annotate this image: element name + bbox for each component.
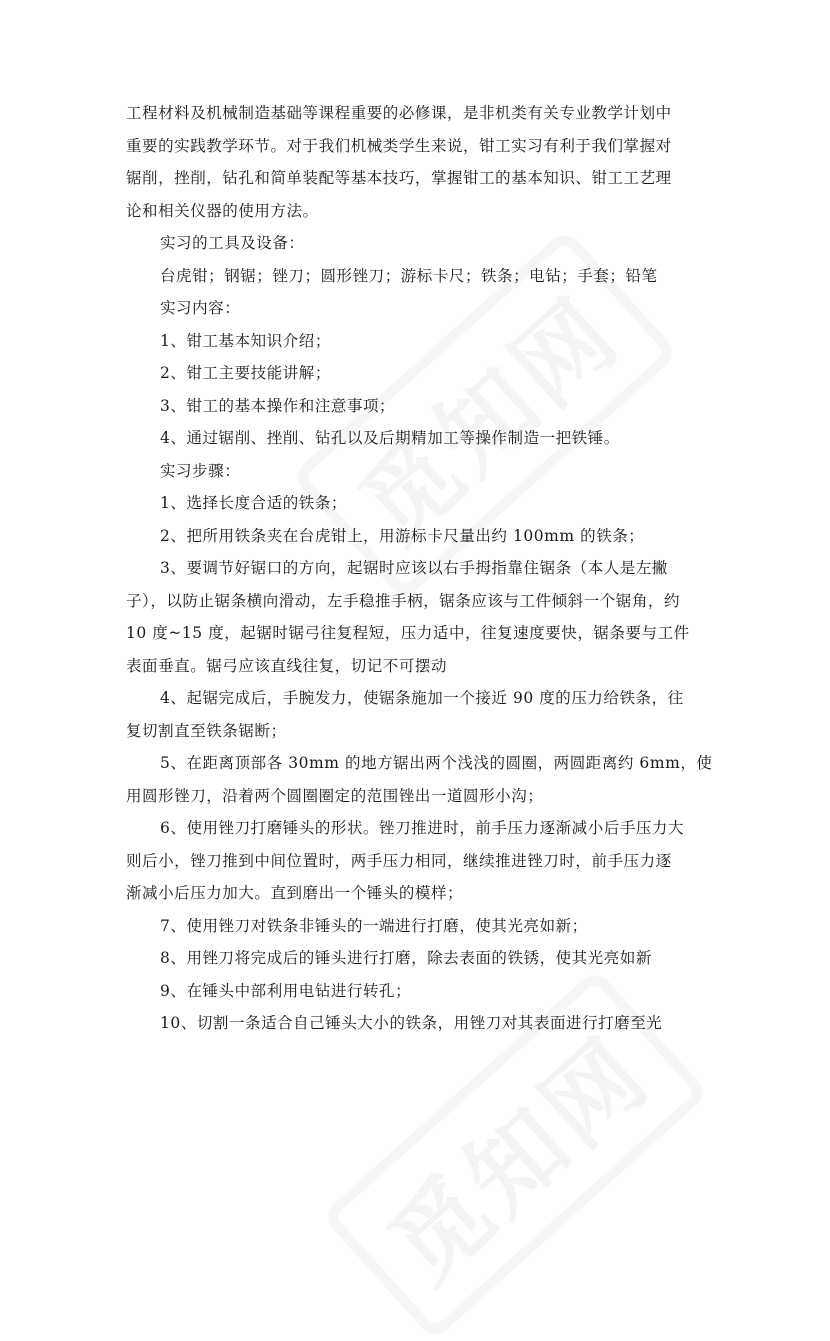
text-line: 重要的实践教学环节。对于我们机械类学生来说，钳工实习有利于我们掌握对 bbox=[126, 136, 672, 155]
text-line: 表面垂直。锯弓应该直线往复，切记不可摆动 bbox=[126, 656, 448, 675]
list-item: 3、钳工的基本操作和注意事项； bbox=[160, 396, 396, 415]
list-item: 7、使用锉刀对铁条非锤头的一端进行打磨，使其光亮如新； bbox=[160, 916, 588, 935]
text-line: 则后小，锉刀推到中间位置时，两手压力相同，继续推进锉刀时，前手压力逐 bbox=[126, 851, 672, 870]
list-item: 4、起锯完成后，手腕发力，使锯条施加一个接近 90 度的压力给铁条，往 bbox=[160, 689, 684, 707]
text-line: 子），以防止锯条横向滑动，左手稳推手柄，锯条应该与工件倾斜一个锯角，约 bbox=[126, 591, 681, 610]
list-item: 6、使用锉刀打磨锤头的形状。锉刀推进时，前手压力逐渐减小后手压力大 bbox=[160, 819, 685, 837]
list-item: 1、钳工基本知识介绍； bbox=[160, 331, 331, 350]
list-item: 5、在距离顶部各 30mm 的地方锯出两个浅浅的圆圈，两圆距离约 6mm，使 bbox=[160, 754, 713, 772]
section-heading: 实习的工具及设备： bbox=[160, 234, 305, 252]
list-item: 1、选择长度合适的铁条； bbox=[160, 494, 347, 512]
text-line: 台虎钳；钢锯；锉刀；圆形锉刀；游标卡尺；铁条；电钻；手套；铅笔 bbox=[160, 266, 658, 285]
list-item: 3、要调节好锯口的方向，起锯时应该以右手拇指靠住锯条（本人是左撇 bbox=[160, 559, 668, 577]
document-body bbox=[126, 97, 713, 1040]
text-line: 论和相关仪器的使用方法。 bbox=[126, 201, 319, 220]
list-item: 4、通过锯削、挫削、钻孔以及后期精加工等操作制造一把铁锤。 bbox=[160, 429, 620, 447]
list-item: 2、钳工主要技能讲解； bbox=[160, 364, 331, 382]
list-item: 8、用锉刀将完成后的锤头进行打磨，除去表面的铁锈，使其光亮如新 bbox=[160, 949, 652, 967]
list-item: 2、把所用铁条夹在台虎钳上，用游标卡尺量出约 100mm 的铁条； bbox=[160, 526, 645, 545]
text-line: 工程材料及机械制造基础等课程重要的必修课，是非机类有关专业教学计划中 bbox=[126, 104, 672, 122]
section-heading: 实习内容： bbox=[160, 299, 241, 317]
text-line: 锯削，挫削，钻孔和简单装配等基本技巧，掌握钳工的基本知识、钳工工艺理 bbox=[126, 169, 672, 187]
text-line: 复切割直至铁条锯断； bbox=[126, 721, 287, 740]
text-line: 10 度~15 度，起锯时锯弓往复程短，压力适中，往复速度要快，锯条要与工件 bbox=[126, 624, 690, 642]
text-line: 渐减小后压力加大。直到磨出一个锤头的模样； bbox=[126, 884, 464, 902]
section-heading: 实习步骤： bbox=[160, 461, 241, 480]
list-item: 9、在锤头中部利用电钻进行转孔； bbox=[160, 981, 412, 1000]
text-line: 用圆形锉刀，沿着两个圆圈圈定的范围锉出一道圆形小沟； bbox=[126, 786, 544, 805]
list-item: 10、切割一条适合自己锤头大小的铁条，用锉刀对其表面进行打磨至光 bbox=[160, 1014, 663, 1032]
